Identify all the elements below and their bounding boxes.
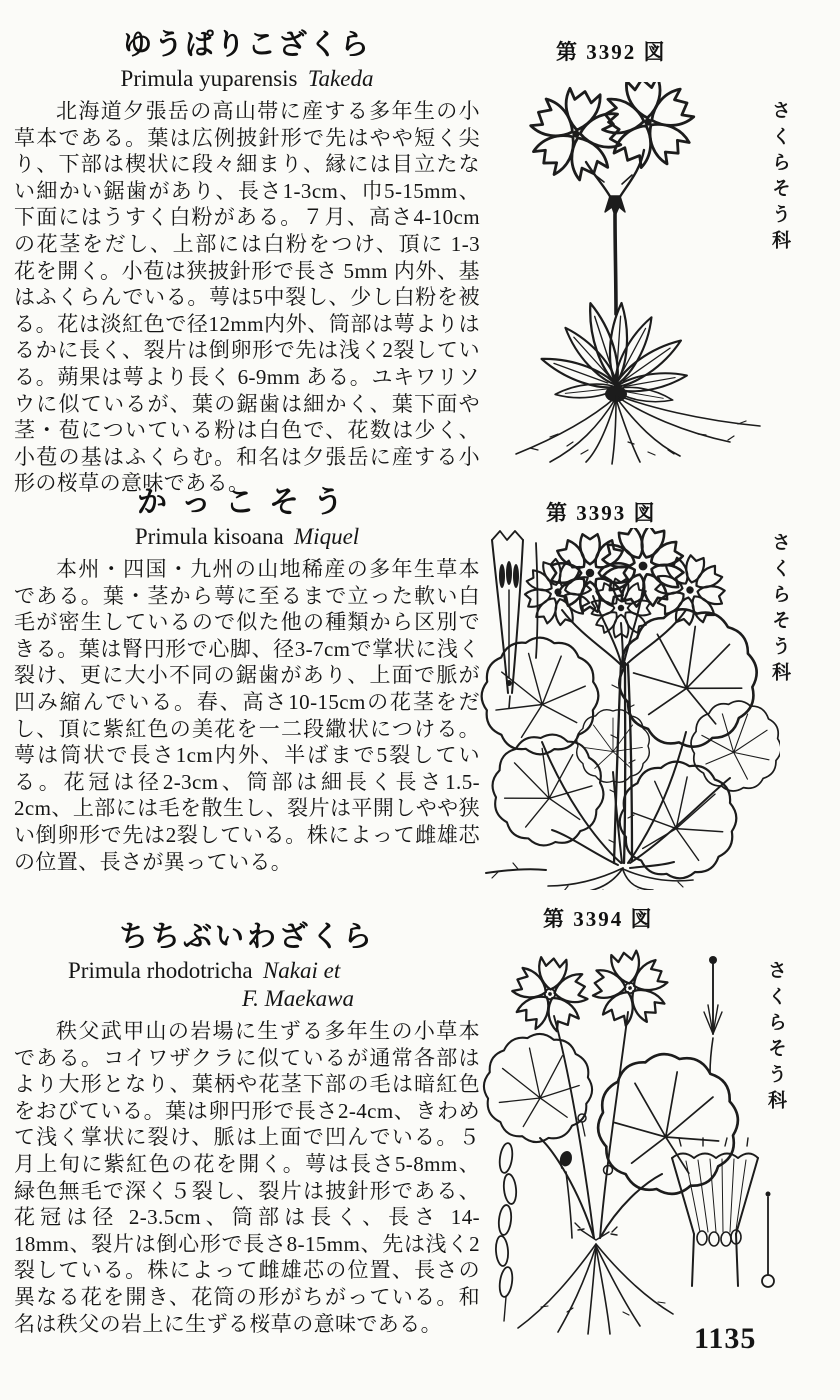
figure-3392-illustration [498,82,778,465]
roots [486,863,693,890]
leaf-rosette [539,301,688,406]
opened-corolla-detail [672,1138,758,1286]
entry-description: 秩父武甲山の岩場に生ずる多年生の小草本である。コイワザクラに似ているが通常各部はより大形となり、葉柄や花茎下部の毛は暗紅色をおびている。葉は卵円形で長さ2-4cm、きわめて浅く掌状に裂け、脈は上面で凹んでいる。５月上旬に紫紅色の花を開く。萼は長さ5-8mm、緑色無毛で深く５裂し、裂片は披針形である、花冠は径 2-3.5cm、筒部は長く、長さ 14-18mm、裂片は倒心形で長さ8-15mm、先は浅く2裂している。株によって雌雄芯の位置、長さの異なる花を開き、花筒の形がちがっている。和名は秩父の岩上に生ずる桜草の意味である。 [14,1019,480,1336]
latin-binomial: Primula kisoana [134,524,284,549]
scalloped-leaves [478,602,780,888]
family-label-sakurasou: さくらそう科 [765,960,786,1116]
entry-yupari-kozakura [14,22,480,497]
entry-chichibu-iwazakura [14,914,480,1337]
petioles [542,732,730,868]
page-number: 1135 [694,1322,757,1355]
roots [518,1244,673,1334]
flowers [521,82,700,188]
latin-author-line2: F. Maekawa [242,986,355,1011]
roots [516,395,760,464]
hair-cell-chain-detail [495,1142,518,1321]
latin-author: Nakai et [262,958,341,983]
latin-name [14,66,480,92]
flower-stalks [554,1012,628,1238]
figure-3393-illustration [478,528,780,890]
latin-binomial: Primula yuparensis [120,66,298,91]
entry-description: 北海道夕張岳の高山帯に産する多年生の小草本である。葉は広例披針形で先はやや短く尖り、下部は楔状に段々細まり、縁には目立たない細かい鋸歯があり、長さ1-3cm、巾5-15mm、下面にはうすく白粉がある。７月、高さ4-10cmの花茎をだし、上部には白粉をつけ、頂に 1-3 花を開く。小苞は狭披針形で長さ 5mm 内外、基はふくらんでいる。萼は5中裂し、少し白粉を被る。花は淡紅色で径12mm内外、筒部は萼よりはるかに長く、裂片は倒卵形で先は浅く2裂している。蒴果は萼より長く 6-9mm ある。ユキワリソウに似ているが、葉の鋸歯は細かく、葉下面や茎・苞についている粉は白色で、花数は少く、小苞の基はふくらむ。和名は夕張岳に産する小形の桜草の意味である。 [14,99,480,496]
latin-author: Miquel [294,524,360,549]
figure-3393-caption: 第 3393 図 [546,501,657,525]
entry-title: かっこそう [137,486,357,519]
coiled-shoot-detail [561,1152,572,1238]
figure-3392-caption: 第 3392 図 [556,40,667,64]
entry-title: ちちぶいわざくら [118,921,375,953]
entry-title: ゆうぱりこざくら [122,29,371,61]
family-label-sakurasou: さくらそう科 [769,532,790,688]
flower-stalk [615,214,616,314]
figure-3394-illustration [478,946,782,1338]
pistil-detail-bottom [762,1192,774,1288]
latin-name [14,958,480,984]
latin-author: Takeda [307,66,374,91]
pedicels-and-calyx [586,150,644,216]
pistil-detail-top [704,956,722,1074]
basal-bracts [575,1223,617,1240]
entry-description: 本州・四国・九州の山地稀産の多年生草本である。葉・茎から萼に至るまで立った軟い白毛が密生しているので似た他の種類から区別できる。葉は腎円形で心脚、径3-7cmで掌状に浅く裂け、更に大小不同の鋸歯があり、上面で脈が凹み縮んでいる。春、高さ10-15cmの花茎をだし、頂に紫紅色の美花を一二段繖状につける。萼は筒状で長さ1cm内外、半ばまで5裂している。花冠は径2-3cm、筒部は細長く長さ1.5-2cm、上部には毛を散生し、裂片は平開しやや狭い倒卵形で先は2裂している。株によって雌雄芯の位置、長さが異っている。 [14,557,480,874]
latin-binomial: Primula rhodotricha [68,958,253,983]
latin-name [14,524,480,550]
figure-3394-caption: 第 3394 図 [543,907,654,931]
flower-section-detail [492,531,538,708]
entry-kakkoso [14,477,480,875]
flowers [508,946,674,1034]
family-label-sakurasou: さくらそう科 [769,100,790,256]
flower-cluster [518,528,730,637]
